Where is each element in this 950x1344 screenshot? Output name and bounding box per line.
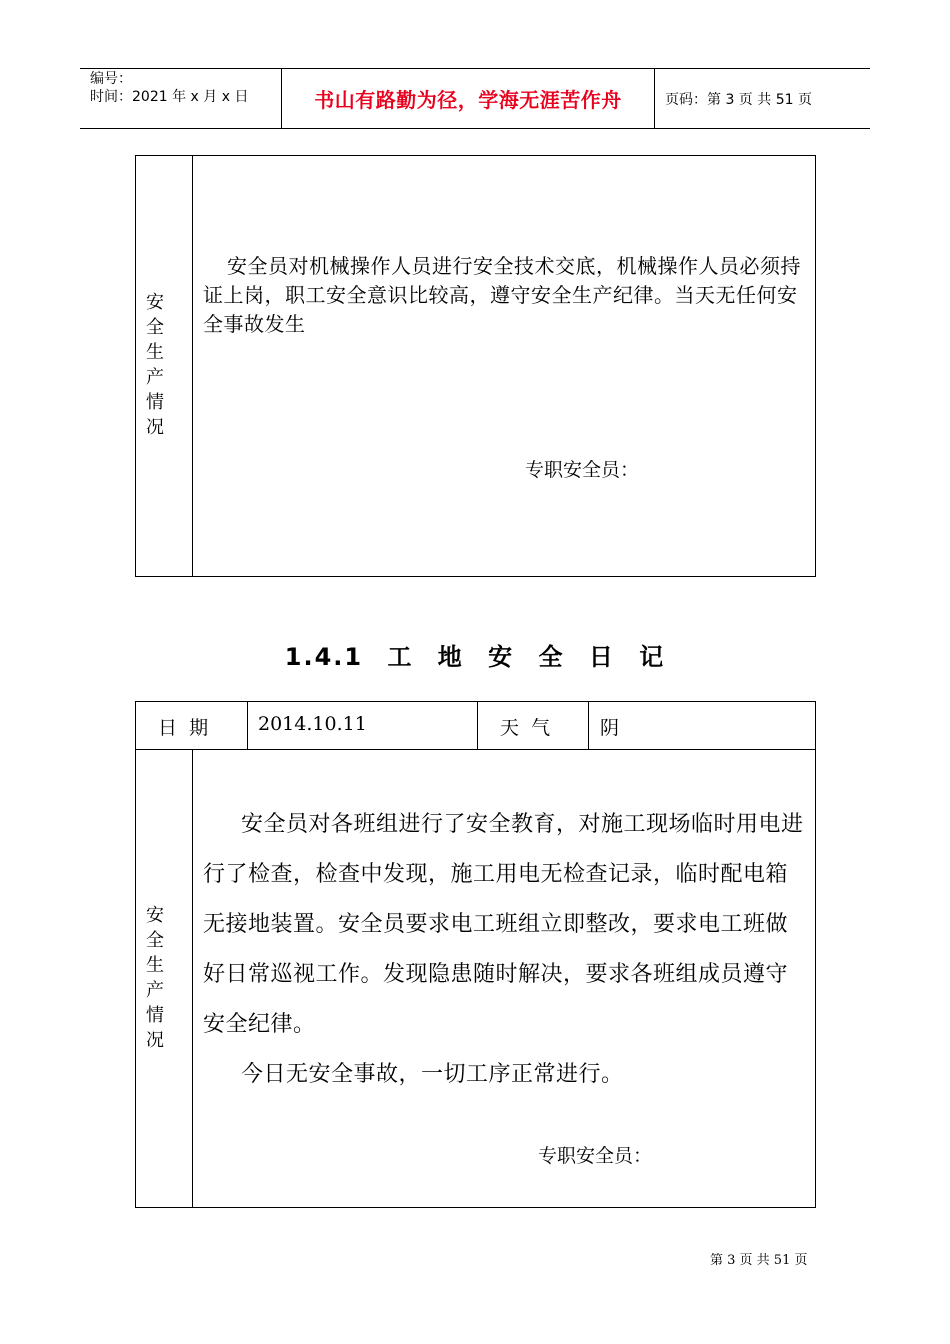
date-value-cell: 2014.10.11	[258, 713, 367, 735]
entry2-paragraph: 安全员对各班组进行了安全教育，对施工现场临时用电进行了检查，检查中发现，施工用电无检查记录，临时配电箱无接地装置。安全员要求电工班组立即整改，要求电工班做好日常巡视工作。发现隐患随时解决，要求各班组成员遵守安全纪律。	[203, 812, 804, 1037]
weather-label-cell: 天 气	[500, 717, 551, 739]
entry2-header-rule	[135, 749, 816, 750]
header-motto: 书山有路勤为径，学海无涯苦作舟	[314, 88, 622, 112]
entry2-paragraph: 今日无安全事故，一切工序正常进行。	[241, 1062, 624, 1087]
date-label: 时间：2021 年 x 月 x 日	[90, 89, 249, 105]
header-meta	[90, 70, 248, 106]
entry2-col-divider	[247, 701, 248, 749]
entry1-section-label: 安 全 生 产 情 况	[146, 292, 164, 438]
header-top-rule	[80, 68, 870, 69]
serial-label: 编号：	[90, 71, 132, 87]
weather-value-cell: 阴	[600, 717, 620, 739]
header-page-number: 页码：第 3 页 共 51 页	[665, 92, 812, 108]
date-label-cell: 日 期	[158, 717, 209, 739]
entry1-signature: 专职安全员：	[525, 459, 640, 481]
section-title: 1.4.1 工 地 安 全 日 记	[284, 643, 666, 671]
entry2-signature: 专职安全员：	[538, 1145, 653, 1167]
header-divider	[654, 68, 655, 128]
header-bottom-rule	[80, 128, 870, 129]
entry1-box	[135, 155, 816, 577]
entry2-col-divider	[477, 701, 478, 749]
entry2-label-divider	[192, 749, 193, 1208]
entry2-col-divider	[588, 701, 589, 749]
footer-page-number: 第 3 页 共 51 页	[710, 1253, 808, 1268]
entry2-section-label: 安 全 生 产 情 况	[146, 905, 164, 1051]
entry2-content	[203, 800, 809, 1100]
entry1-label-divider	[192, 155, 193, 577]
entry1-content: 安全员对机械操作人员进行安全技术交底，机械操作人员必须持证上岗，职工安全意识比较高，遵守安全生产纪律。当天无任何安全事故发生	[203, 254, 801, 336]
